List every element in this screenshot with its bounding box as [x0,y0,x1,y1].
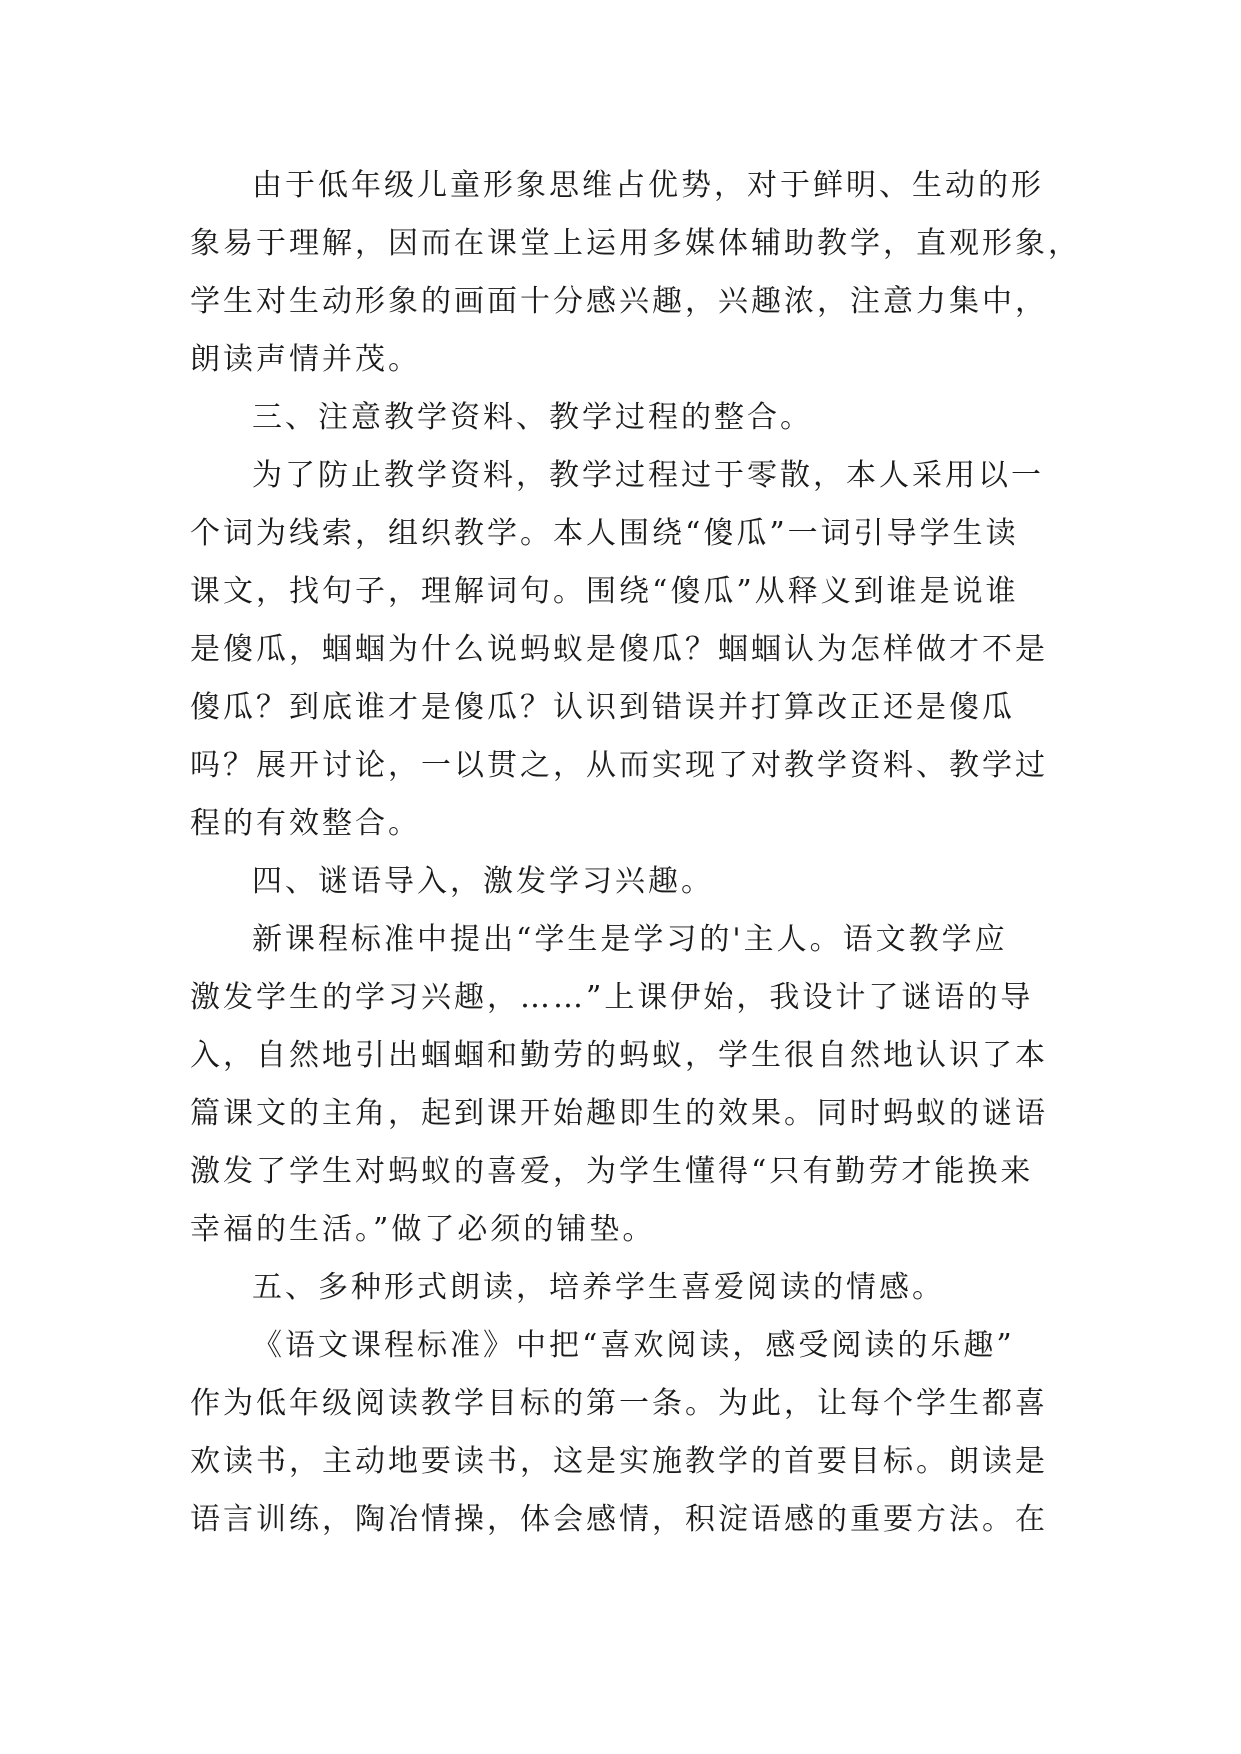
text-line: 为了防止教学资料，教学过程过于零散，本人采用以一 [252,458,1044,493]
text-line: 入，自然地引出蝈蝈和勤劳的蚂蚁，学生很自然地认识了本 [190,1038,1048,1073]
text-line: 新课程标准中提出“学生是学习的'主人。语文教学应 [252,922,1008,957]
text-line: 是傻瓜，蝈蝈为什么说蚂蚁是傻瓜？蝈蝈认为怎样做才不是 [190,632,1048,667]
section-heading: 三、注意教学资料、教学过程的整合。 [252,400,813,435]
text-line: 程的有效整合。 [190,806,421,841]
text-line: 幸福的生活。”做了必须的铺垫。 [190,1212,656,1247]
text-line: 课文，找句子，理解词句。围绕“傻瓜”从释义到谁是说谁 [190,574,1019,609]
text-line: 欢读书，主动地要读书，这是实施教学的首要目标。朗读是 [190,1444,1048,1479]
text-line: 作为低年级阅读教学目标的第一条。为此，让每个学生都喜 [190,1386,1048,1421]
text-line: 朗读声情并茂。 [190,342,421,377]
text-line: 由于低年级儿童形象思维占优势，对于鲜明、生动的形 [252,168,1044,203]
text-line: 傻瓜？到底谁才是傻瓜？认识到错误并打算改正还是傻瓜 [190,690,1015,725]
text-line: 吗？展开讨论，一以贯之，从而实现了对教学资料、教学过 [190,748,1048,783]
body-text [190,157,1081,1549]
text-line: 语言训练，陶冶情操，体会感情，积淀语感的重要方法。在 [190,1502,1048,1537]
text-line: 《语文课程标准》中把“喜欢阅读，感受阅读的乐趣” [252,1328,1015,1363]
text-line: 篇课文的主角，起到课开始趣即生的效果。同时蚂蚁的谜语 [190,1096,1048,1131]
text-line: 象易于理解，因而在课堂上运用多媒体辅助教学，直观形象， [190,226,1081,261]
text-line: 学生对生动形象的画面十分感兴趣，兴趣浓，注意力集中， [190,284,1048,319]
section-heading: 五、多种形式朗读，培养学生喜爱阅读的情感。 [252,1270,945,1305]
text-line: 激发学生的学习兴趣，……”上课伊始，我设计了谜语的导 [190,980,1034,1015]
section-heading: 四、谜语导入，激发学习兴趣。 [252,864,714,899]
text-line: 激发了学生对蚂蚁的喜爱，为学生懂得“只有勤劳才能换来 [190,1154,1034,1189]
text-line: 个词为线索，组织教学。本人围绕“傻瓜”一词引导学生读 [190,516,1019,551]
